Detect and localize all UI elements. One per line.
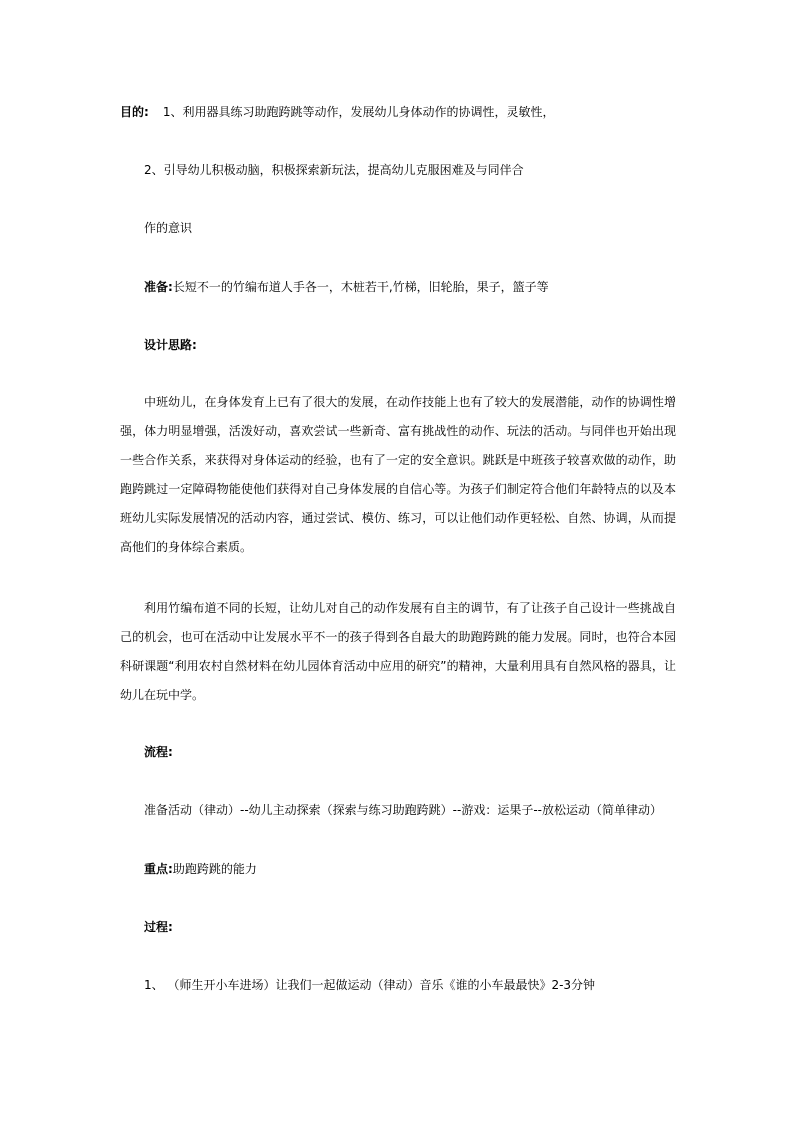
goal-label: 目的: [120,105,149,119]
goal-line-1 [120,104,554,120]
flow-text: 准备活动（律动）--幼儿主动探索（探索与练习助跑跨跳）--游戏：运果子--放松运动（简单律动） [144,803,662,817]
goal-item-2-continued: 作的意识 [144,221,193,235]
key-text: 助跑跨跳的能力 [172,862,257,876]
prep-text: 长短不一的竹编布道人手各一，木桩若干,竹梯，旧轮胎，果子，篮子等 [172,280,549,294]
prep-label: 准备: [144,280,173,294]
design-paragraph-2: 利用竹编布道不同的长短，让幼儿对自己的动作发展有自主的调节，有了让孩子自己设计一些挑战自己的机会，也可在活动中让发展水平不一的孩子得到各自最大的助跑跨跳的能力发展。同时，也符合本园科研课题“利用农村自然材料在幼儿园体育活动中应用的研究”的精神，大量利用具有自然风格的器具，让幼儿在玩中学。 [120,601,676,702]
design-label: 设计思路: [144,338,197,352]
design-paragraph-1: 中班幼儿，在身体发育上已有了很大的发展，在动作技能上也有了较大的发展潜能，动作的协调性增强，体力明显增强，活泼好动，喜欢尝试一些新奇、富有挑战性的动作、玩法的活动。与同伴也开始出现一些合作关系，来获得对身体运动的经验，也有了一定的安全意识。跳跃是中班孩子较喜欢做的动作，助跑跨跳过一定障碍物能使他们获得对自己身体发展的自信心等。为孩子们制定符合他们年龄特点的以及本班幼儿实际发展情况的活动内容，通过尝试、模仿、练习，可以让他们动作更轻松、自然、协调，从而提高他们的身体综合素质。 [120,395,676,554]
process-step-1: 1、 （师生开小车进场）让我们一起做运动（律动）音乐《谁的小车最最快》2-3分钟 [144,978,596,992]
goal-item-2: 2、引导幼儿积极动脑，积极探索新玩法，提高幼儿克服困难及与同伴合 [144,163,524,177]
goal-item-1: 1、利用器具练习助跑跨跳等动作，发展幼儿身体动作的协调性，灵敏性， [162,105,555,119]
key-line [144,861,257,877]
prep-line [144,279,549,295]
process-label: 过程: [144,920,173,934]
key-label: 重点: [144,862,173,876]
flow-label: 流程: [144,745,173,759]
